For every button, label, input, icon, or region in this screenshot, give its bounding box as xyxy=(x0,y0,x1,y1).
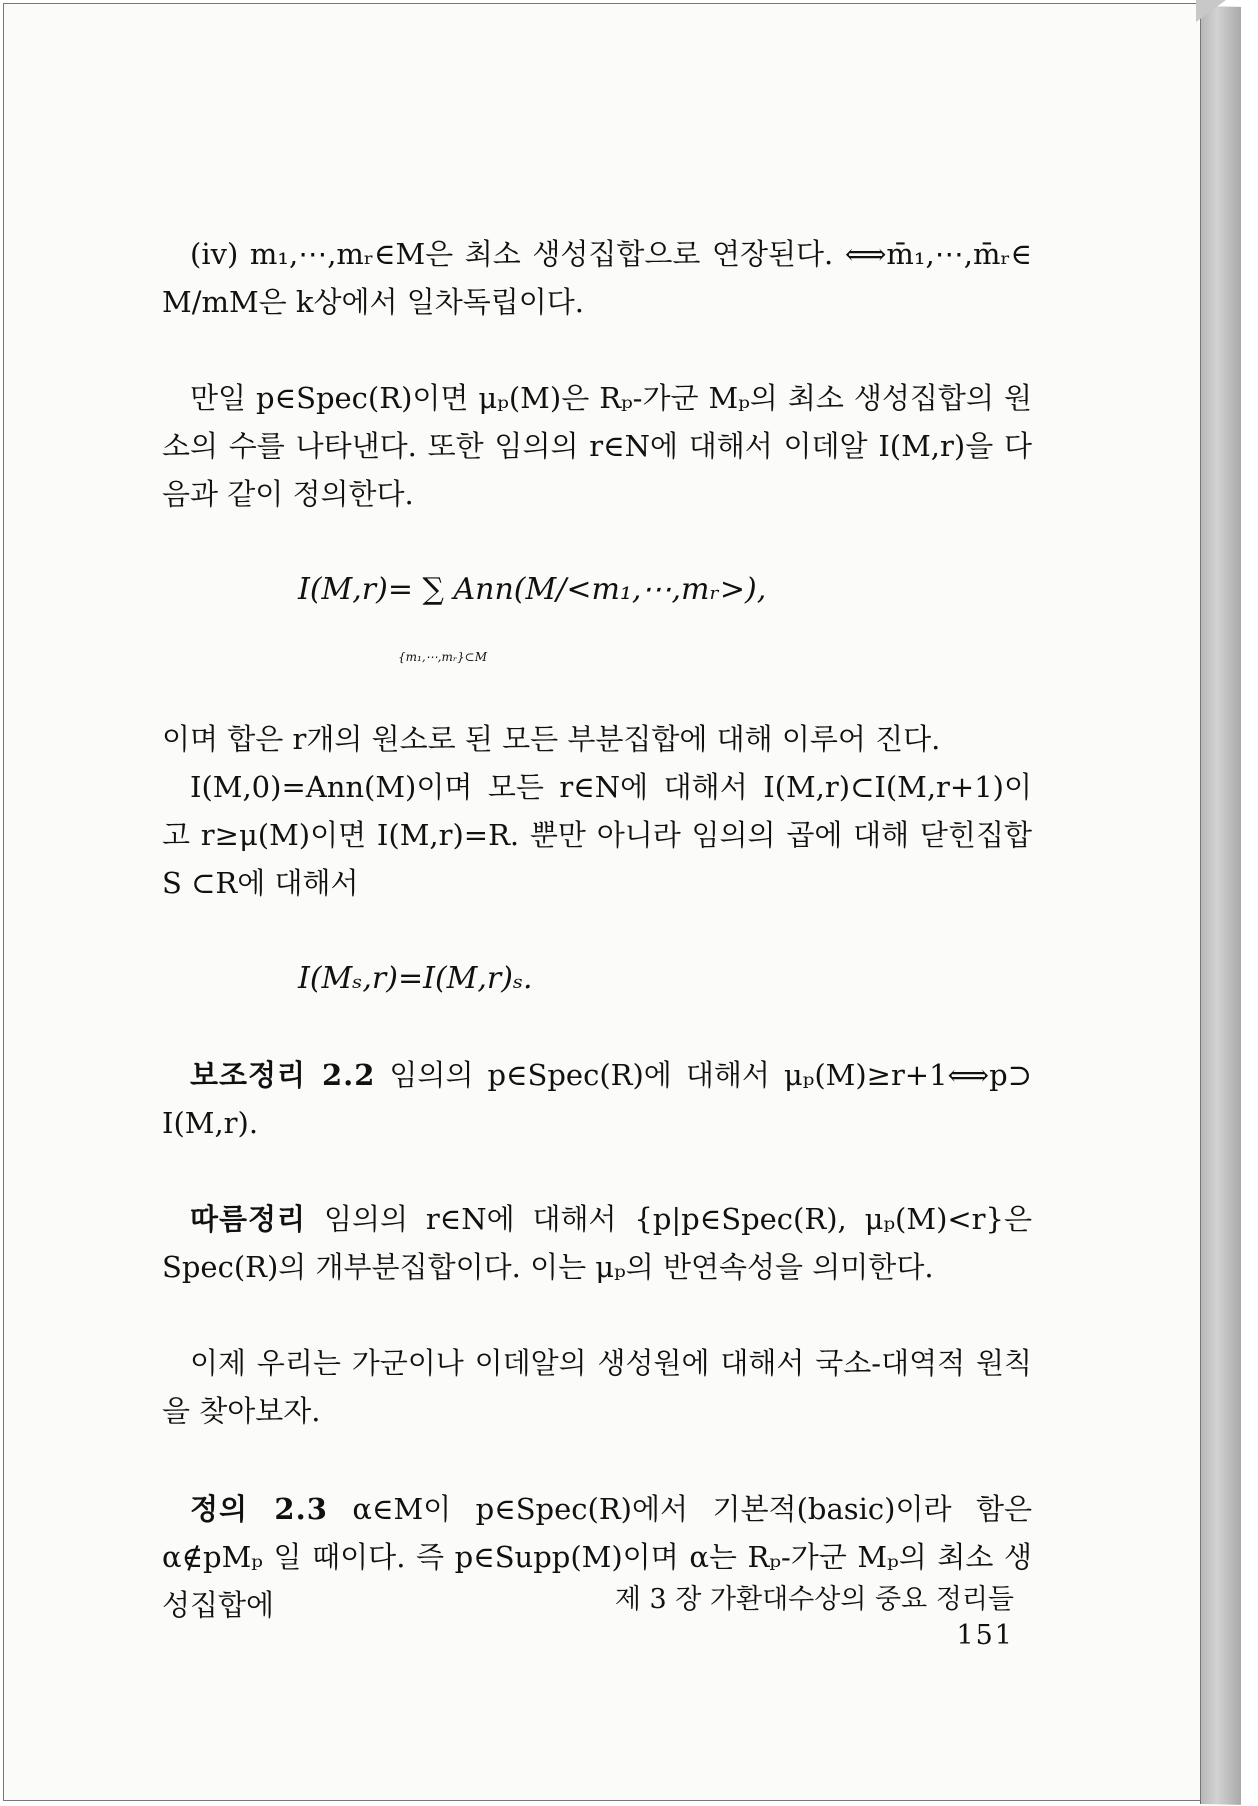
paragraph-sum-note: 이며 합은 r개의 원소로 된 모든 부분집합에 대해 이루어 진다. xyxy=(162,722,941,756)
page-corner xyxy=(1196,0,1226,22)
page-footer xyxy=(578,1582,1014,1654)
formula-localization: I(Mₛ,r)=I(M,r)ₛ. xyxy=(298,961,533,996)
formula-ideal-sum-index: {m₁,⋯,mᵣ}⊂M xyxy=(398,650,487,664)
formula-ideal-sum xyxy=(162,566,1032,667)
corollary-label: 따름정리 xyxy=(190,1202,307,1236)
paragraph-local-global: 이제 우리는 가군이나 이데알의 생성원에 대해서 국소-대역적 원칙을 찾아보자. xyxy=(162,1346,1032,1428)
corollary-text: 임의의 r∈N에 대해서 {p|p∈Spec(R), μₚ(M)<r}은 Spec(R)의 개부분집합이다. 이는 μₚ의 반연속성을 의미한다. xyxy=(162,1202,1033,1284)
paragraph-ideal-properties: I(M,0)=Ann(M)이며 모든 r∈N에 대해서 I(M,r)⊂I(M,r+1)이고 r≥μ(M)이면 I(M,r)=R. 뿐만 아니라 임의의 곱에 대해 닫힌집합 S ⊂R에 대해서 xyxy=(162,770,1032,900)
lemma-2-2-text: 임의의 p∈Spec(R)에 대해서 μₚ(M)≥r+1⟺p⊃ I(M,r). xyxy=(162,1058,1032,1140)
lemma-2-2-label: 보조정리 2.2 xyxy=(190,1058,376,1092)
page-spine xyxy=(1200,6,1241,1805)
formula-ideal-sum-main: I(M,r)= ∑ Ann(M/<m₁,⋯,mᵣ>), xyxy=(298,572,767,607)
page-number: 151 xyxy=(956,1620,1014,1651)
lemma-2-2 xyxy=(162,1051,1032,1147)
definition-2-3-label: 정의 2.3 xyxy=(190,1492,328,1526)
item-iv: (iv) m₁,⋯,mᵣ∈M은 최소 생성집합으로 연장된다. ⟺m̄₁,⋯,m̄ᵣ∈ M/mM은 k상에서 일차독립이다. xyxy=(162,237,1032,319)
definition-2-3-text: α∈M이 p∈Spec(R)에서 기본적(basic)이라 함은 α∉pMₚ 일 때이다. 즉 p∈Supp(M)이며 α는 Rₚ-가군 Mₚ의 최소 생성집합에 xyxy=(162,1492,1033,1622)
paragraph-mu-definition: 만일 p∈Spec(R)이면 μₚ(M)은 Rₚ-가군 Mₚ의 최소 생성집합의 원소의 수를 나타낸다. 또한 임의의 r∈N에 대해서 이데알 I(M,r)을 다음과 같이 정의한다. xyxy=(162,381,1032,511)
page-body xyxy=(162,230,1032,1629)
chapter-title: 제 3 장 가환대수상의 중요 정리들 xyxy=(614,1584,1014,1615)
corollary xyxy=(162,1195,1032,1291)
